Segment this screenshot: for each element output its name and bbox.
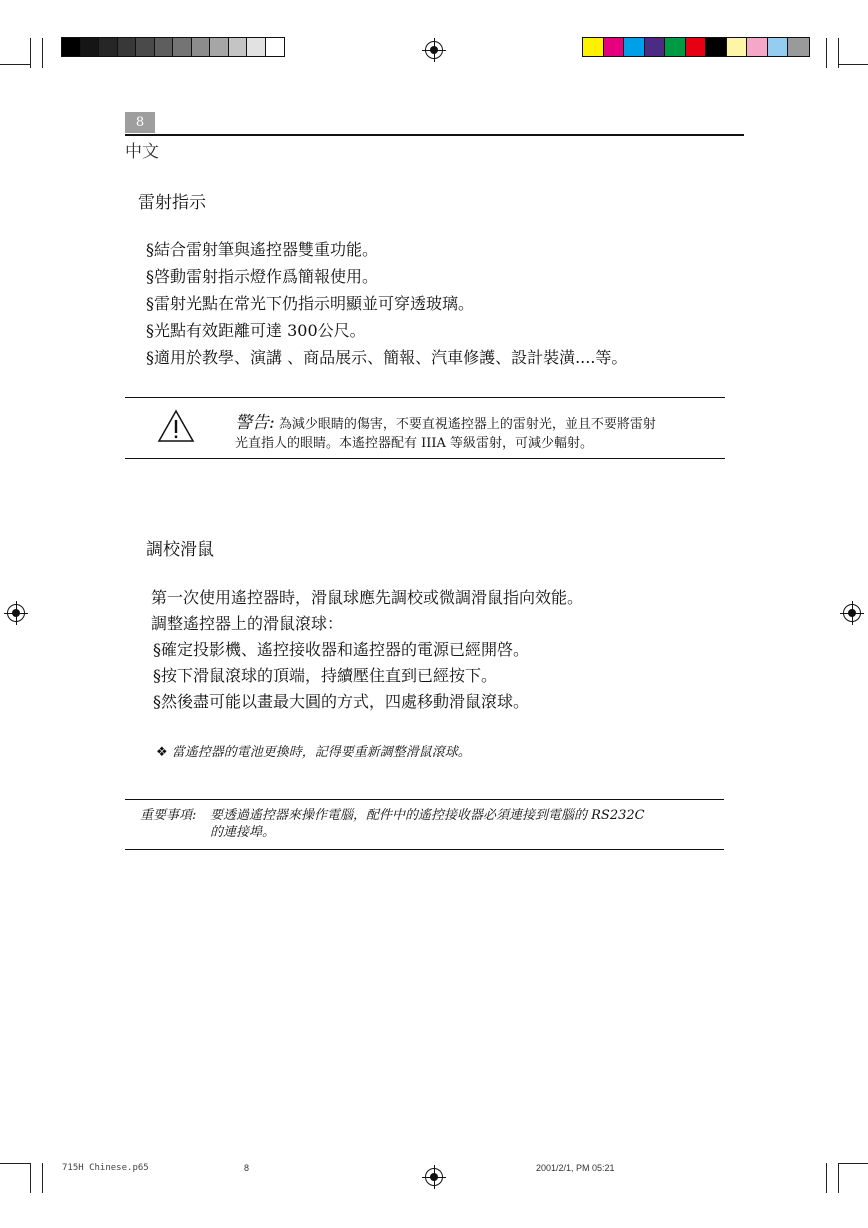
header-rule [125, 134, 744, 136]
crop-mark [0, 1163, 30, 1164]
important-label: 重要事項: [140, 808, 197, 823]
color-swatch [727, 38, 748, 56]
important-line-1: 要透過遙控器來操作電腦，配件中的遙控接收器必須連接到電腦的 RS232C [210, 808, 645, 823]
important-line-2: 的連接埠。 [210, 825, 276, 840]
footer-timestamp: 2001/2/1, PM 05:21 [536, 1163, 615, 1173]
mouse-section-title: 調校滑鼠 [146, 540, 214, 560]
note-line [156, 741, 471, 760]
color-swatch [645, 38, 666, 56]
color-swatch [62, 38, 81, 56]
color-swatch [768, 38, 789, 56]
color-swatch [624, 38, 645, 56]
color-swatch [229, 38, 248, 56]
warning-bottom-rule [125, 458, 725, 459]
color-swatch [706, 38, 727, 56]
color-swatch [686, 38, 707, 56]
language-label: 中文 [125, 142, 159, 162]
laser-bullet: §雷射光點在常光下仍指示明顯並可穿透玻璃。 [146, 294, 475, 313]
laser-section-title: 雷射指示 [138, 193, 206, 213]
crop-mark [30, 1163, 31, 1193]
color-swatch [81, 38, 100, 56]
color-swatch [99, 38, 118, 56]
crop-mark [838, 64, 868, 65]
crop-mark [42, 1163, 43, 1193]
warning-top-rule [125, 397, 725, 398]
registration-mark-icon [843, 604, 861, 622]
color-swatch [210, 38, 229, 56]
color-swatch [118, 38, 137, 56]
mouse-intro: 第一次使用遙控器時，滑鼠球應先調校或微調滑鼠指向效能。 [151, 588, 584, 607]
color-swatch [136, 38, 155, 56]
crop-mark [30, 38, 31, 68]
mouse-bullet: §確定投影機、遙控接收器和遙控器的電源已經開啓。 [153, 640, 530, 659]
warning-text [235, 413, 656, 435]
color-swatch [247, 38, 266, 56]
footer-filename: 715H Chinese.p65 [62, 1163, 149, 1173]
color-swatch [266, 38, 285, 56]
diamond-bullet-icon: ❖ [156, 745, 168, 760]
footer-page-number: 8 [244, 1163, 250, 1173]
laser-bullet: §適用於教學、演講 、商品展示、簡報、汽車修護、設計裝潢....等。 [146, 348, 628, 367]
color-swatch [747, 38, 768, 56]
warning-line-2: 光直指人的眼睛。本遙控器配有 IIIA 等級雷射，可減少輻射。 [235, 436, 594, 451]
warning-label: 警告: [235, 413, 275, 433]
color-swatch [583, 38, 604, 56]
crop-mark [838, 1163, 868, 1164]
registration-mark-icon [7, 604, 25, 622]
crop-mark [838, 1163, 839, 1193]
page-number-tab: 8 [125, 112, 155, 133]
laser-bullet: §光點有效距離可達 300公尺。 [146, 321, 366, 340]
important-bottom-rule [125, 849, 724, 850]
color-swatch [192, 38, 211, 56]
color-swatch [173, 38, 192, 56]
mouse-bullet: §然後盡可能以畫最大圓的方式，四處移動滑鼠滾球。 [153, 692, 530, 711]
warning-line-1: 為減少眼睛的傷害，不要直視遙控器上的雷射光，並且不要將雷射 [278, 417, 656, 432]
registration-mark-icon [425, 41, 443, 59]
registration-mark-icon [425, 1168, 443, 1186]
mouse-bullet: §按下滑鼠滾球的頂端，持續壓住直到已經按下。 [153, 666, 498, 685]
process-color-bar [582, 37, 810, 57]
important-top-rule [125, 799, 724, 800]
note-text: 當遙控器的電池更換時，記得要重新調整滑鼠滾球。 [171, 745, 471, 760]
color-swatch [788, 38, 809, 56]
laser-bullet: §啓動雷射指示燈作爲簡報使用。 [146, 267, 379, 286]
color-swatch [665, 38, 686, 56]
mouse-subtitle: 調整遙控器上的滑鼠滾球： [151, 614, 344, 633]
crop-mark [826, 38, 827, 68]
crop-mark [826, 1163, 827, 1193]
warning-triangle-icon [157, 409, 195, 443]
laser-bullet: §結合雷射筆與遙控器雙重功能。 [146, 240, 379, 259]
color-swatch [155, 38, 174, 56]
color-swatch [604, 38, 625, 56]
crop-mark [838, 38, 839, 68]
grayscale-color-bar [61, 37, 285, 57]
crop-mark [0, 64, 30, 65]
crop-mark [42, 38, 43, 68]
